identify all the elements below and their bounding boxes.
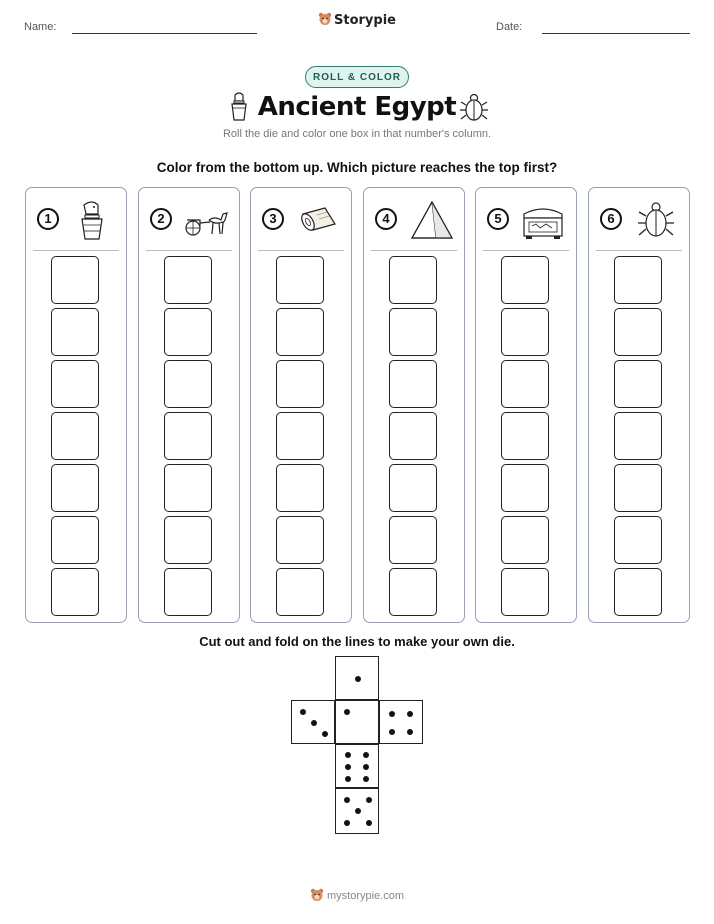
- die-face-6: [335, 744, 379, 788]
- color-box[interactable]: [501, 464, 549, 512]
- color-instruction: Color from the bottom up. Which picture reaches the top first?: [156, 160, 558, 175]
- scarab-beetle-icon: [633, 198, 679, 242]
- canopic-jar-icon: [70, 198, 116, 242]
- color-box[interactable]: [389, 256, 437, 304]
- color-box[interactable]: [51, 516, 99, 564]
- color-box[interactable]: [276, 360, 324, 408]
- name-line[interactable]: [72, 33, 257, 34]
- column-divider: [33, 250, 119, 251]
- color-box[interactable]: [164, 308, 212, 356]
- pip: [355, 676, 361, 682]
- column-number: 3: [262, 208, 284, 230]
- pip: [389, 711, 395, 717]
- color-box[interactable]: [614, 308, 662, 356]
- die-instruction: Cut out and fold on the lines to make your own die.: [199, 634, 515, 649]
- pip: [344, 709, 350, 715]
- column-divider: [596, 250, 682, 251]
- pip: [345, 764, 351, 770]
- subtitle: Roll the die and color one box in that number's column.: [222, 128, 492, 140]
- pip: [407, 711, 413, 717]
- color-box[interactable]: [501, 360, 549, 408]
- color-box[interactable]: [51, 568, 99, 616]
- color-box[interactable]: [51, 412, 99, 460]
- pip: [363, 752, 369, 758]
- pip: [345, 752, 351, 758]
- die-face-4-right: [379, 700, 423, 744]
- color-box[interactable]: [614, 412, 662, 460]
- color-box[interactable]: [501, 308, 549, 356]
- color-box[interactable]: [276, 308, 324, 356]
- date-line[interactable]: [542, 33, 690, 34]
- color-box[interactable]: [51, 360, 99, 408]
- color-box[interactable]: [276, 464, 324, 512]
- color-box[interactable]: [164, 360, 212, 408]
- column-divider: [146, 250, 232, 251]
- color-box[interactable]: [389, 412, 437, 460]
- footer: [0, 888, 714, 902]
- column-6: [588, 187, 690, 623]
- color-box[interactable]: [164, 516, 212, 564]
- pip: [344, 797, 350, 803]
- pip: [366, 820, 372, 826]
- color-box[interactable]: [276, 256, 324, 304]
- pip: [389, 729, 395, 735]
- color-box[interactable]: [164, 568, 212, 616]
- die-face-1-top: [335, 656, 379, 700]
- pip: [363, 764, 369, 770]
- color-box[interactable]: [276, 516, 324, 564]
- color-box[interactable]: [389, 308, 437, 356]
- color-box[interactable]: [614, 360, 662, 408]
- pip: [344, 820, 350, 826]
- die-face-1-center: [335, 700, 379, 744]
- color-box[interactable]: [164, 464, 212, 512]
- column-2: [138, 187, 240, 623]
- name-label: Name:: [24, 21, 57, 33]
- column-divider: [483, 250, 569, 251]
- color-box[interactable]: [389, 568, 437, 616]
- page-title: Ancient Egypt: [257, 92, 457, 122]
- color-box[interactable]: [614, 568, 662, 616]
- footer-url[interactable]: mystorypie.com: [326, 890, 405, 902]
- color-box[interactable]: [614, 516, 662, 564]
- pyramid-icon: [408, 198, 454, 242]
- column-number: 4: [375, 208, 397, 230]
- pip: [300, 709, 306, 715]
- column-number: 1: [37, 208, 59, 230]
- color-box[interactable]: [276, 568, 324, 616]
- scarab-beetle-icon: [460, 92, 488, 122]
- papyrus-scroll-icon: [295, 198, 341, 242]
- chariot-icon: [183, 198, 229, 242]
- column-3: [250, 187, 352, 623]
- color-box[interactable]: [614, 256, 662, 304]
- color-box[interactable]: [501, 256, 549, 304]
- column-divider: [258, 250, 344, 251]
- color-box[interactable]: [164, 256, 212, 304]
- column-4: [363, 187, 465, 623]
- bear-logo-icon: [318, 12, 332, 26]
- color-box[interactable]: [51, 256, 99, 304]
- color-box[interactable]: [51, 308, 99, 356]
- brand-logo: [0, 12, 714, 28]
- column-number: 5: [487, 208, 509, 230]
- bear-logo-icon: [310, 888, 324, 902]
- pip: [345, 776, 351, 782]
- column-1: [25, 187, 127, 623]
- color-box[interactable]: [164, 412, 212, 460]
- column-divider: [371, 250, 457, 251]
- color-box[interactable]: [389, 516, 437, 564]
- pip: [355, 808, 361, 814]
- column-number: 2: [150, 208, 172, 230]
- color-box[interactable]: [614, 464, 662, 512]
- pip: [407, 729, 413, 735]
- roll-and-color-badge: ROLL & COLOR: [305, 66, 409, 88]
- brand-name: Storypie: [334, 13, 396, 28]
- pip: [322, 731, 328, 737]
- color-box[interactable]: [501, 568, 549, 616]
- color-box[interactable]: [501, 516, 549, 564]
- color-box[interactable]: [276, 412, 324, 460]
- column-5: [475, 187, 577, 623]
- die-face-5: [335, 788, 379, 834]
- date-label: Date:: [496, 21, 523, 33]
- color-box[interactable]: [51, 464, 99, 512]
- color-box[interactable]: [501, 412, 549, 460]
- die-face-3-left: [291, 700, 335, 744]
- pip: [363, 776, 369, 782]
- treasure-chest-icon: [520, 198, 566, 242]
- color-box[interactable]: [389, 464, 437, 512]
- pip: [311, 720, 317, 726]
- color-box[interactable]: [389, 360, 437, 408]
- pip: [366, 797, 372, 803]
- column-number: 6: [600, 208, 622, 230]
